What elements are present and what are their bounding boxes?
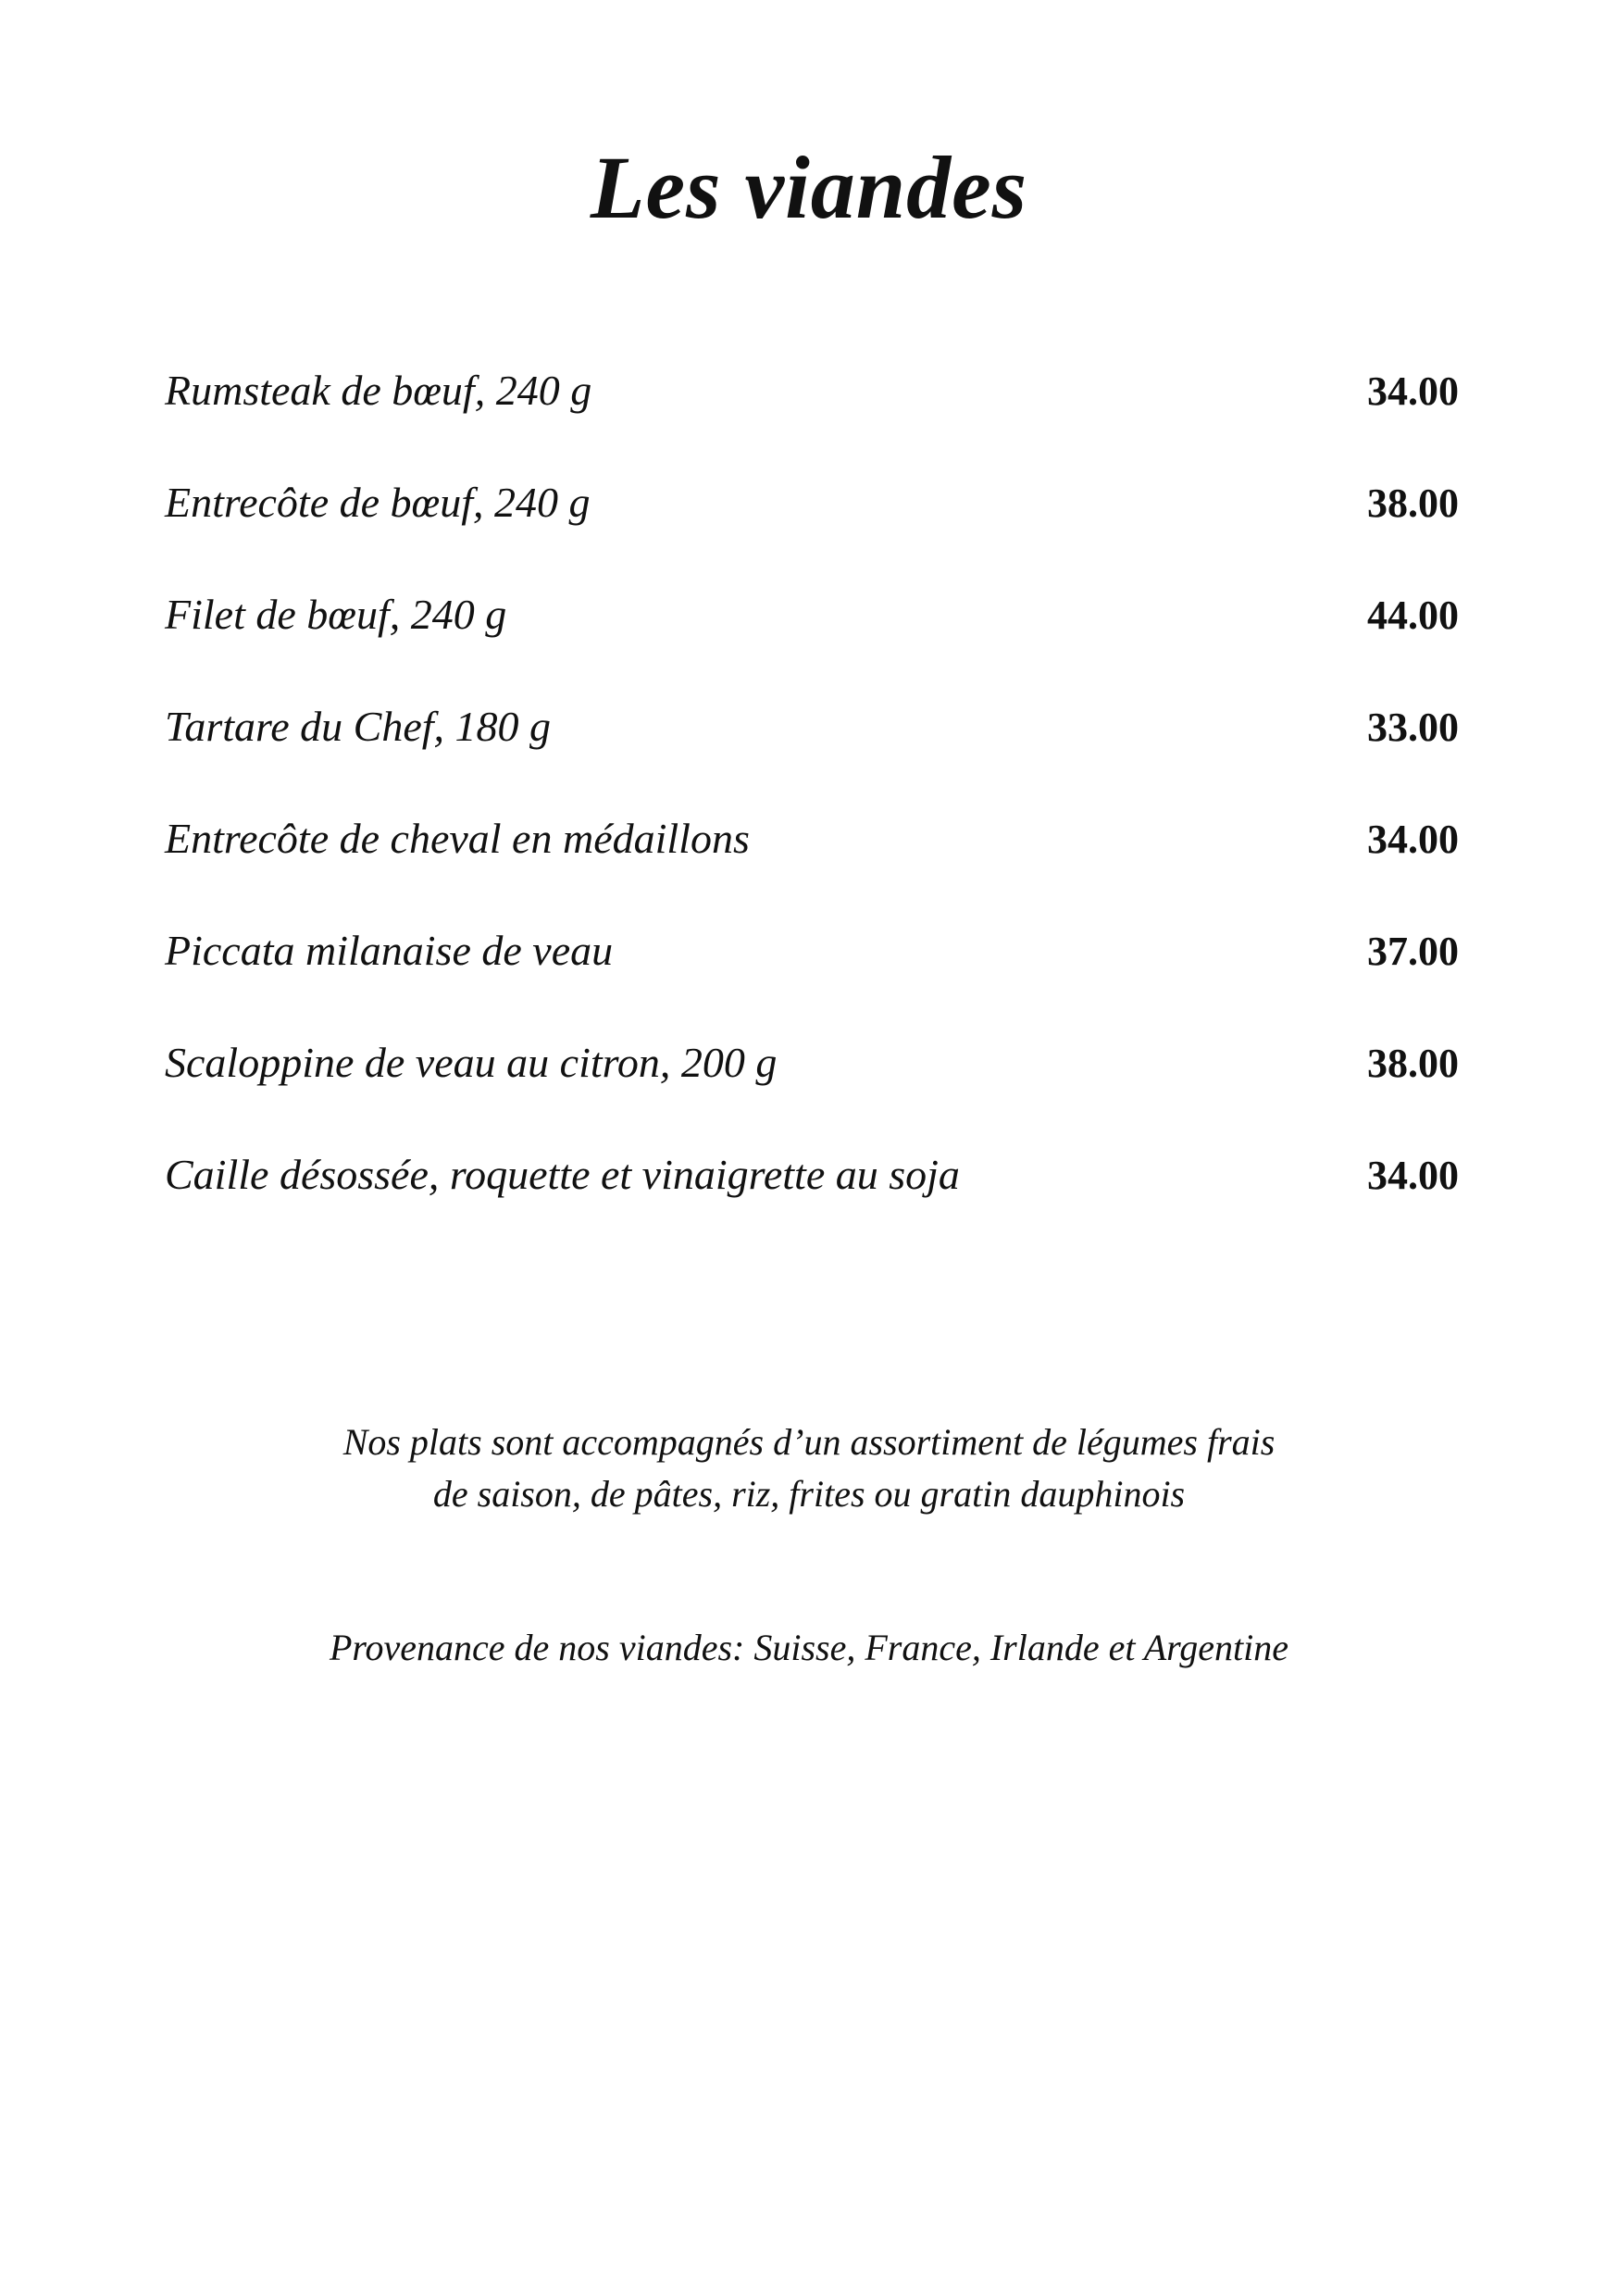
page-title: Les viandes: [590, 138, 1028, 237]
dish-name: Piccata milanaise de veau: [165, 927, 614, 974]
menu-item-scaloppine: [165, 1038, 1459, 1150]
dish-name: Entrecôte de bœuf, 240 g: [165, 479, 591, 526]
menu-item-piccata: [165, 926, 1459, 1038]
note-line-1: Nos plats sont accompagnés d’un assortiment de légumes frais: [342, 1421, 1276, 1463]
menu-item-entrecote-cheval: [165, 814, 1459, 926]
dish-price: 38.00: [1367, 480, 1459, 526]
dish-price: 34.00: [1367, 368, 1459, 414]
dish-price: 34.00: [1367, 1153, 1459, 1198]
menu-item-entrecote-boeuf: [165, 478, 1459, 590]
dish-name: Caille désossée, roquette et vinaigrette au soja: [165, 1151, 960, 1198]
dish-price: 44.00: [1367, 593, 1459, 638]
menu-item-caille: [165, 1150, 1459, 1262]
dish-price: 38.00: [1367, 1041, 1459, 1086]
dish-name: Entrecôte de cheval en médaillons: [165, 815, 750, 862]
menu-item-tartare: [165, 702, 1459, 814]
menu-list: [165, 366, 1459, 1262]
dish-price: 33.00: [1367, 705, 1459, 750]
accompaniment-note: [0, 1416, 1618, 1520]
dish-name: Tartare du Chef, 180 g: [165, 703, 552, 750]
dish-name: Filet de bœuf, 240 g: [165, 591, 507, 638]
dish-name: Rumsteak de bœuf, 240 g: [165, 367, 592, 414]
dish-name: Scaloppine de veau au citron, 200 g: [165, 1039, 778, 1086]
note-line-2: de saison, de pâtes, riz, frites ou gratin dauphinois: [432, 1473, 1186, 1515]
menu-item-filet-boeuf: [165, 590, 1459, 702]
menu-item-rumsteak: [165, 366, 1459, 478]
meat-origin-note: Provenance de nos viandes: Suisse, France, Irlande et Argentine: [329, 1627, 1288, 1668]
dish-price: 37.00: [1367, 929, 1459, 974]
dish-price: 34.00: [1367, 817, 1459, 862]
